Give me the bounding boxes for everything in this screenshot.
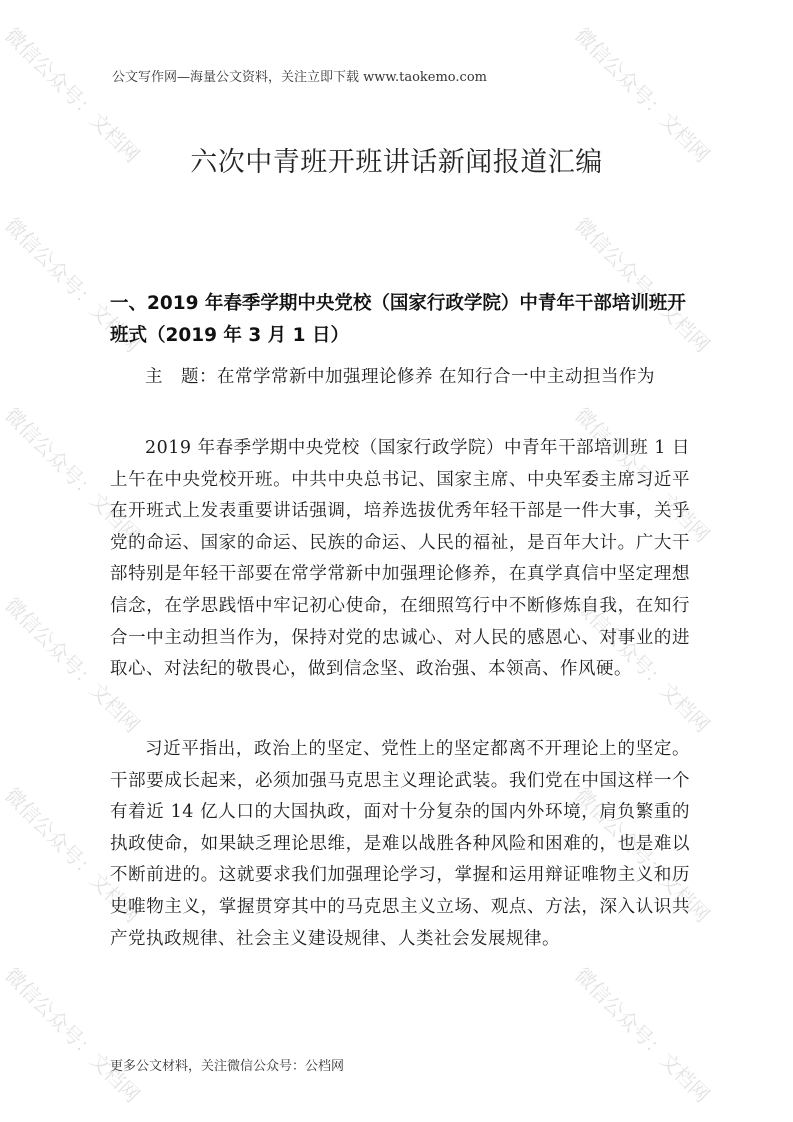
watermark: 微信公众号：文档网 [570, 782, 715, 928]
watermark: 微信公众号：文档网 [570, 22, 715, 168]
watermark: 微信公众号：文档网 [0, 782, 145, 928]
watermark: 微信公众号：文档网 [0, 592, 145, 738]
watermark: 微信公众号：文档网 [0, 212, 145, 358]
watermark: 微信公众号：文档网 [570, 962, 715, 1108]
watermark: 微信公众号：文档网 [570, 592, 715, 738]
body-paragraph: 习近平指出，政治上的坚定、党性上的坚定都离不开理论上的坚定。干部要成长起来，必须加强马克思主义理论武装。我们党在中国这样一个有着近 14 亿人口的大国执政，面对十分复杂的国内外环境，肩负繁重的执政使命，如果缺乏理论思维，是难以战胜各种风险和困难的，也是难以不断前进的。这就要求我们加强理论学习，掌握和运用辩证唯物主义和历史唯物主义，掌握贯穿其中的马克思主义立场、观点、方法，深入认识共产党执政规律、社会主义建设规律、人类社会发展规律。 [110, 739, 690, 949]
body-paragraph: 2019 年春季学期中央党校（国家行政学院）中青年干部培训班 1 日上午在中央党校开班。中共中央总书记、国家主席、中央军委主席习近平在开班式上发表重要讲话强调，培养选拔优秀年轻干部是一件大事，关乎党的命运、国家的命运、民族的命运、人民的福祉，是百年大计。广大干部特别是年轻干部要在常学常新中加强理论修养，在真学真信中坚定理想信念，在学思践悟中牢记初心使命，在细照笃行中不断修炼自我，在知行合一中主动担当作为，保持对党的忠诚心、对人民的感恩心、对事业的进取心、对法纪的敬畏心，做到信念坚、政治强、本领高、作风硬。 [110, 438, 690, 680]
section-heading: 一、2019 年春季学期中央党校（国家行政学院）中青年干部培训班开班式（2019 年 3 月 1 日） [110, 293, 686, 346]
page-footer: 更多公文材料，关注微信公众号：公档网 [110, 1059, 345, 1074]
watermark: 微信公众号：文档网 [0, 962, 145, 1108]
theme-line: 主 题：在常学常新中加强理论修养 在知行合一中主动担当作为 [145, 367, 656, 387]
watermark: 微信公众号：文档网 [570, 402, 715, 548]
page-header: 公文写作网—海量公文资料，关注立即下载 www.taokemo.com [112, 70, 487, 85]
watermark: 微信公众号：文档网 [570, 212, 715, 358]
watermark: 微信公众号：文档网 [0, 402, 145, 548]
watermark: 微信公众号：文档网 [0, 22, 145, 168]
document-title: 六次中青班开班讲话新闻报道汇编 [190, 147, 603, 178]
